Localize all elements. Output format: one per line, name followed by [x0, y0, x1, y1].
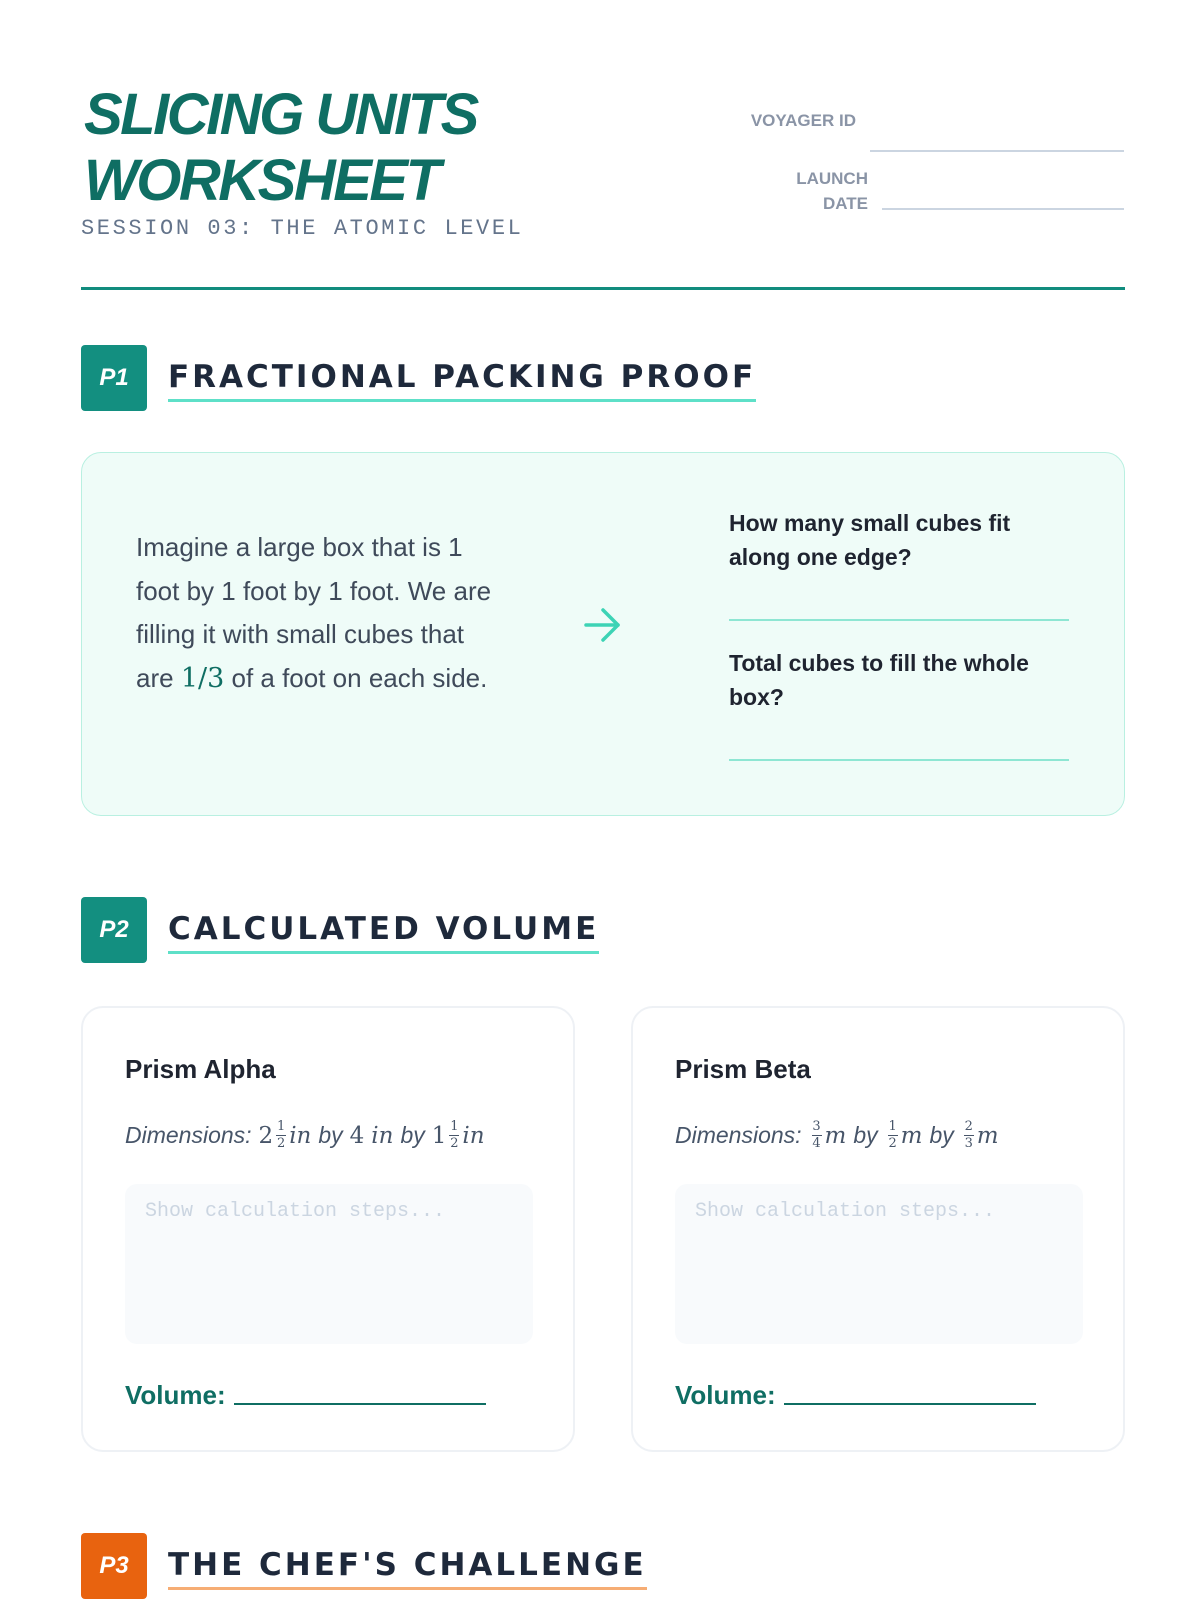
section-title-p1: FRACTIONAL PACKING PROOF	[168, 358, 756, 402]
section-title-p2: CALCULATED VOLUME	[168, 910, 599, 954]
section-badge-p1: P1	[81, 345, 147, 411]
intro-fraction: 1/3	[180, 662, 225, 694]
volume-label: Volume:	[675, 1380, 776, 1410]
card-title: Prism Beta	[675, 1054, 811, 1084]
session-subtitle: SESSION 03: THE ATOMIC LEVEL	[81, 216, 524, 241]
dimensions-label: Dimensions:	[125, 1122, 252, 1148]
question-edge-count: How many small cubes fit along one edge?	[729, 510, 1011, 570]
header-divider	[81, 287, 1125, 290]
dim-unit: in	[371, 1122, 394, 1149]
dimensions-label: Dimensions:	[675, 1122, 802, 1148]
prism-alpha-card	[81, 1006, 575, 1452]
dim-whole: 1	[431, 1122, 447, 1149]
packing-intro-text	[136, 526, 496, 700]
volume-label: Volume:	[125, 1380, 226, 1410]
volume-answer-blank[interactable]	[784, 1403, 1036, 1405]
dimensions-line	[675, 1120, 999, 1151]
worksheet-title: SLICING UNITS WORKSHEET	[84, 82, 477, 213]
dimensions-line	[125, 1120, 485, 1151]
voyager-id-label: VOYAGER ID	[750, 111, 856, 130]
dim-fraction: 1 2	[888, 1119, 897, 1151]
volume-answer	[125, 1380, 486, 1411]
launch-date-label: LAUNCH DATE	[796, 169, 868, 213]
section-badge-p3: P3	[81, 1533, 147, 1599]
by-word: by	[929, 1122, 954, 1148]
question-total-cubes: Total cubes to fill the whole box?	[729, 650, 1029, 710]
dim-whole: 2	[258, 1122, 274, 1149]
dim-unit: m	[976, 1122, 999, 1149]
card-title: Prism Alpha	[125, 1054, 276, 1084]
dim-fraction: 1 2	[450, 1119, 459, 1151]
dim-fraction: 3 4	[812, 1119, 821, 1151]
answer-line-edge-count[interactable]	[729, 619, 1069, 621]
calculation-steps-input[interactable]	[125, 1184, 533, 1344]
intro-text-end: of a foot on each side.	[224, 662, 488, 693]
arrow-right-icon	[584, 606, 622, 644]
section-title-p3: THE CHEF'S CHALLENGE	[168, 1546, 647, 1590]
by-word: by	[400, 1122, 425, 1148]
dim-unit: m	[824, 1122, 847, 1149]
launch-date-field[interactable]	[882, 208, 1124, 210]
dim-fraction: 2 3	[964, 1119, 973, 1151]
intro-text-start: Imagine a large box that is 1 foot by 1 foot by 1 foot. We are filling it with small cubes that are	[136, 532, 492, 693]
answer-line-total-cubes[interactable]	[729, 759, 1069, 761]
dim-unit: m	[900, 1122, 923, 1149]
by-word: by	[853, 1122, 878, 1148]
dim-unit: in	[289, 1122, 312, 1149]
voyager-id-field[interactable]	[870, 150, 1124, 152]
by-word: by	[318, 1122, 343, 1148]
prism-beta-card	[631, 1006, 1125, 1452]
dim-whole: 4	[349, 1122, 365, 1149]
dim-fraction: 1 2	[277, 1119, 286, 1151]
volume-answer-blank[interactable]	[234, 1403, 486, 1405]
section-badge-p2: P2	[81, 897, 147, 963]
volume-answer	[675, 1380, 1036, 1411]
dim-unit: in	[462, 1122, 485, 1149]
calculation-steps-input[interactable]	[675, 1184, 1083, 1344]
